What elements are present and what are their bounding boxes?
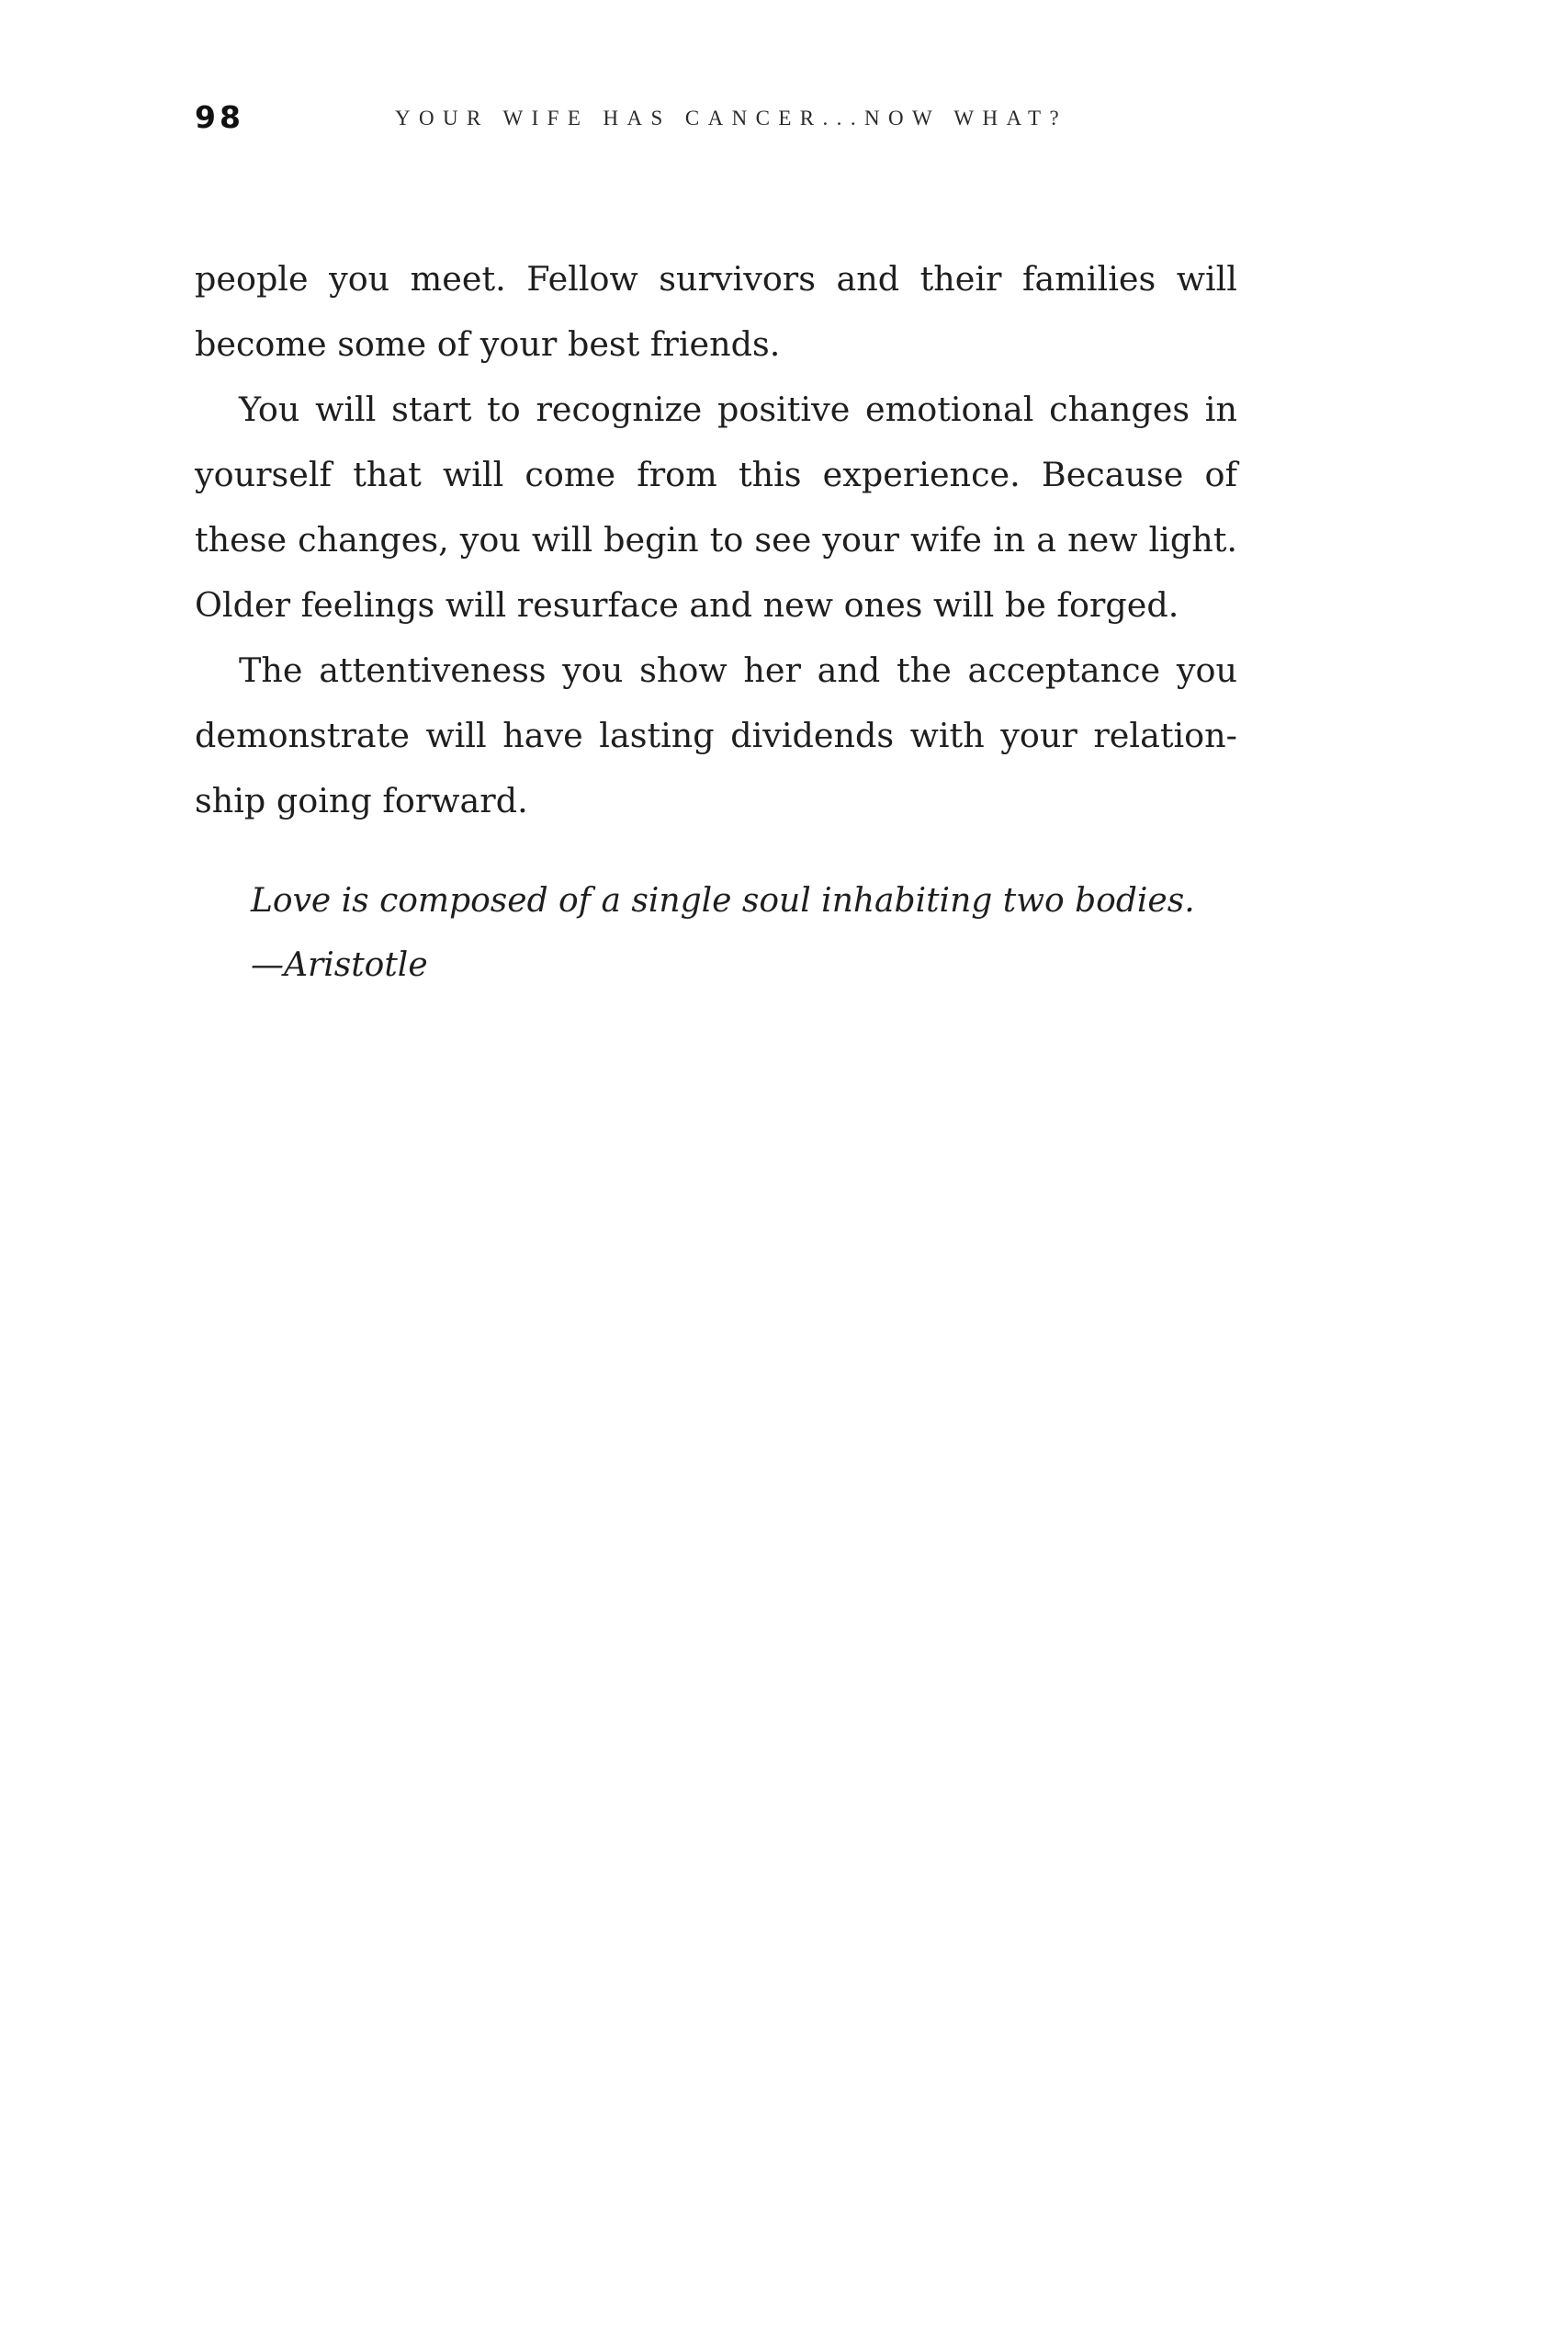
body-text	[195, 246, 1237, 833]
page-number: 98	[195, 99, 244, 135]
book-title: YOUR WIFE HAS CANCER...NOW WHAT?	[395, 107, 1068, 130]
epigraph-quote	[251, 869, 1243, 998]
quote-text: Love is composed of a single soul inhabiting two bodies.	[251, 882, 1195, 920]
running-head	[195, 99, 1242, 145]
paragraph-continued: people you meet. Fellow survivors and their families will become some of your best friends.	[195, 259, 1237, 364]
quote-attribution: —Aristotle	[251, 946, 428, 984]
paragraph: The attentiveness you show her and the acceptance you demonstrate will have lasting dividends with your relationship going forward.	[195, 650, 1237, 820]
paragraph: You will start to recognize positive emotional changes in yourself that will come from this experience. Because of these changes, you will begin to see your wife in a new light. Older feelings will resurface and new ones will be forged.	[195, 390, 1237, 625]
